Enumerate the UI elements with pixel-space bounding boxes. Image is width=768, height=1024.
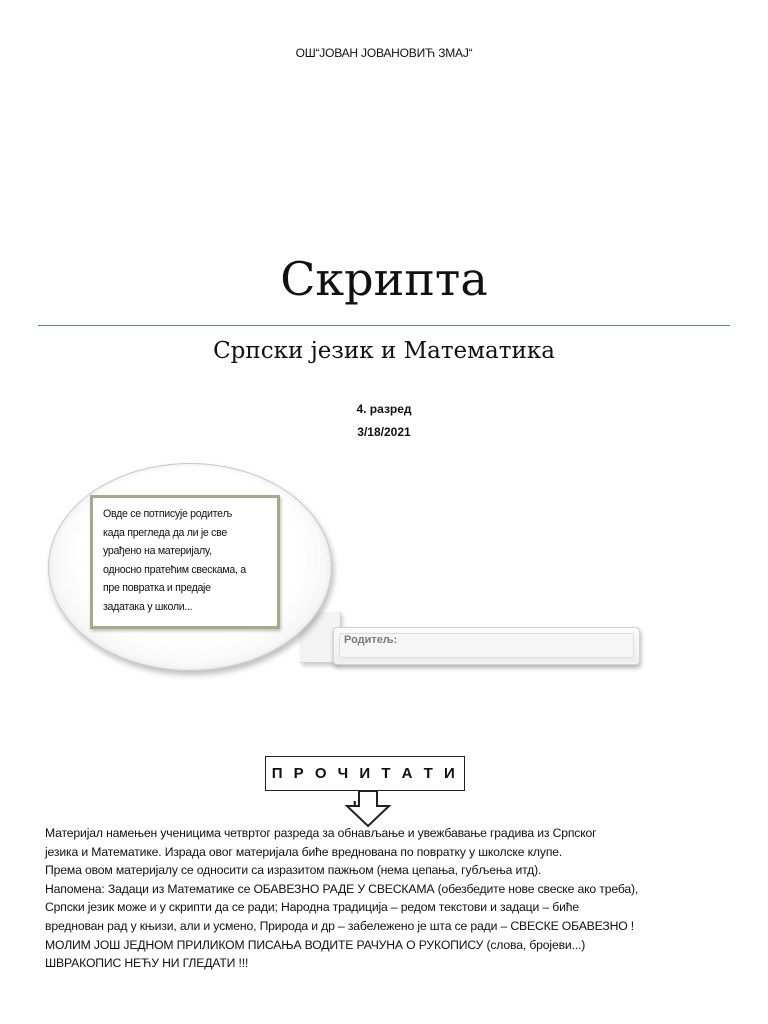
read-notice-box: П Р О Ч И Т А Т И xyxy=(265,756,465,791)
instruction-line: Материјал намењен ученицима четвртог разреда за обнављање и увежбавање градива из Српског xyxy=(45,826,597,840)
note-line: задатака у школи... xyxy=(103,600,193,613)
document-title: Скрипта xyxy=(280,252,488,306)
instruction-line: МОЛИМ ЈОШ ЈЕДНОМ ПРИЛИКОМ ПИСАЊА ВОДИТЕ РАЧУНА О РУКОПИСУ (слова, бројеви...) xyxy=(45,937,586,952)
date-label: 3/18/2021 xyxy=(357,425,411,439)
note-line: односно пратећим свескама, а xyxy=(103,563,246,576)
parent-note-box xyxy=(90,495,280,629)
note-line: пре повратка и предаје xyxy=(103,582,211,594)
instruction-line: Према овом материјалу се односити са изразитом пажњом (нема цепања, губљења итд). xyxy=(45,863,542,878)
down-arrow-icon xyxy=(345,790,391,828)
note-line: када прегледа да ли је све xyxy=(103,526,227,539)
instruction-line: Српски језик може и у скрипти да се ради; Народна традиција – редом текстови и задаци – биће xyxy=(45,900,580,915)
parent-signature-label: Родитељ: xyxy=(344,634,398,646)
note-line: урађено на материјалу, xyxy=(103,545,212,557)
grade-label: 4. разред xyxy=(356,402,412,416)
instruction-line: Напомена: Задаци из Математике се ОБАВЕЗНО РАДЕ У СВЕСКАМА (обезбедите нове свеске ако треба), xyxy=(45,881,639,896)
parent-signature-field[interactable] xyxy=(333,627,640,665)
instruction-line: језика и Математике. Израда овог материјала биће вреднована по повратку у школске клупе. xyxy=(45,844,563,859)
instructions-text xyxy=(45,824,745,973)
note-line: Овде се потписује родитељ xyxy=(103,508,232,520)
document-subtitle: Српски језик и Математика xyxy=(213,338,555,364)
instruction-line: ШВРАКОПИС НЕЋУ НИ ГЛЕДАТИ !!! xyxy=(45,956,249,971)
school-name: ОШ“ЈОВАН ЈОВАНОВИЋ ЗМАЈ“ xyxy=(295,46,473,60)
title-divider xyxy=(38,325,730,326)
instruction-line: вреднован рад у књизи, али и усмено, Природа и др – забележено је шта се ради – СВЕСКЕ ОБАВЕЗНО ! xyxy=(45,918,635,933)
